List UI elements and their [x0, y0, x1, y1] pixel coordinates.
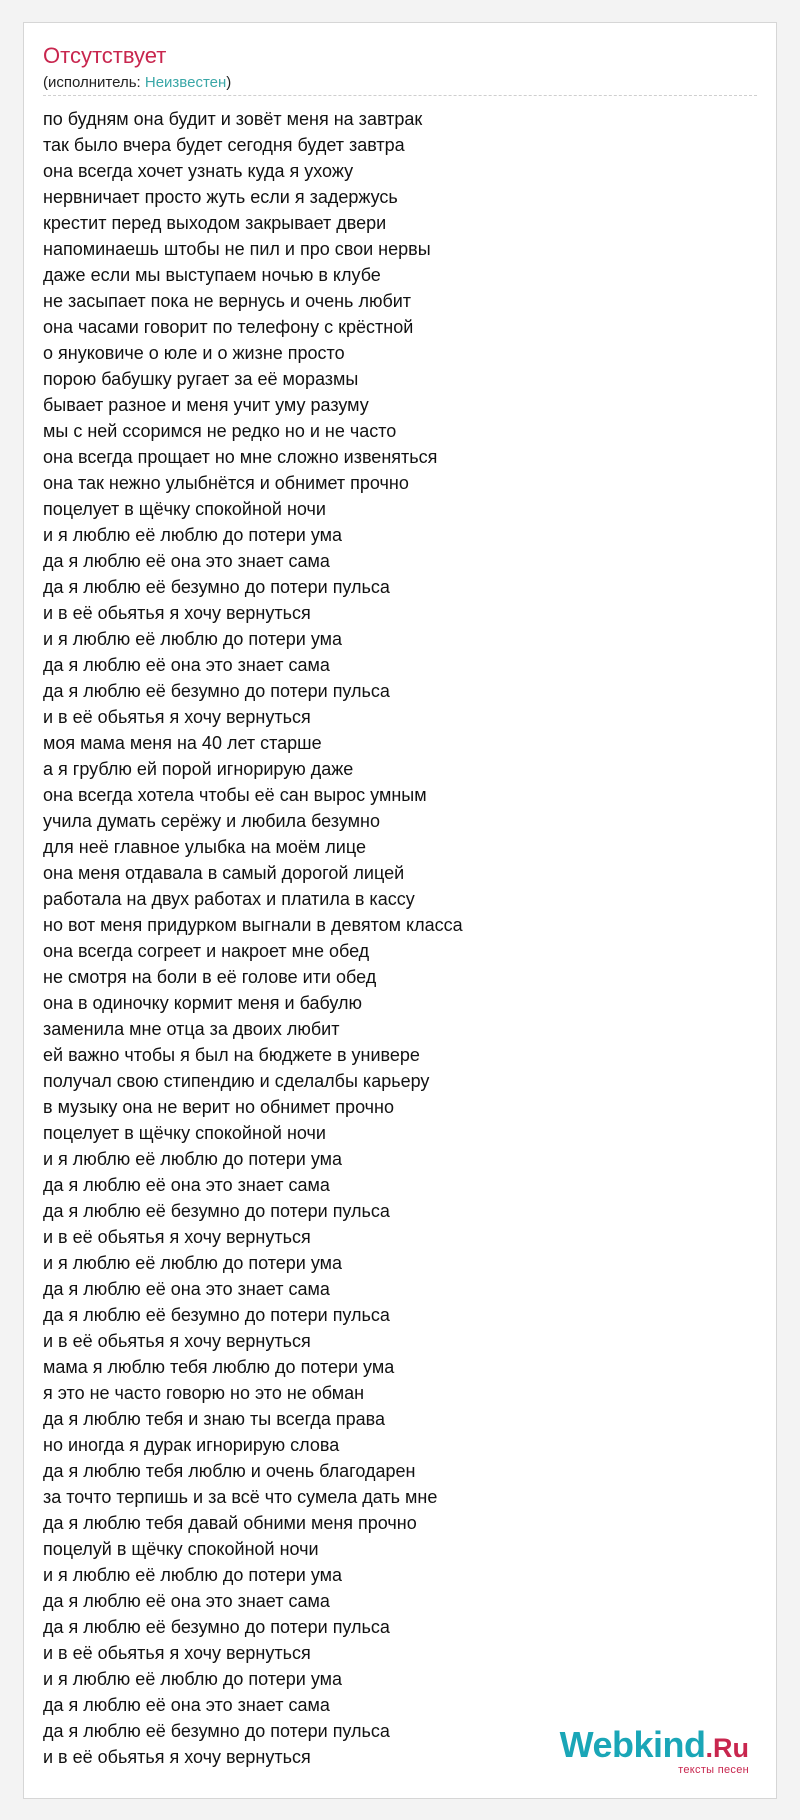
lyric-line: поцелуй в щёчку спокойной ночи [43, 1539, 319, 1559]
lyric-line: и в её обьятья я хочу вернуться [43, 1643, 311, 1663]
lyric-line: не смотря на боли в её голове ити обед [43, 967, 377, 987]
lyric-line: крестит перед выходом закрывает двери [43, 213, 387, 233]
lyric-line: да я люблю её она это знает сама [43, 1175, 330, 1195]
lyric-line: получал свою стипендию и сделалбы карьеру [43, 1071, 430, 1091]
lyric-line: да я люблю её она это знает сама [43, 1279, 330, 1299]
lyric-line: да я люблю её безумно до потери пульса [43, 1201, 390, 1221]
lyric-line: и я люблю её люблю до потери ума [43, 1565, 343, 1585]
lyric-line: и в её обьятья я хочу вернуться [43, 1747, 311, 1767]
lyric-line: о януковиче о юле и о жизне просто [43, 343, 345, 363]
artist-link[interactable]: Неизвестен [144, 74, 227, 91]
title-divider [43, 95, 757, 96]
lyric-line: да я люблю тебя давай обними меня прочно [43, 1513, 417, 1533]
logo-name: Webkind [559, 1724, 706, 1765]
lyric-line: она всегда хотела чтобы её сан вырос умным [43, 785, 427, 805]
lyric-line: мы с ней ссоримся не редко но и не часто [43, 421, 397, 441]
lyric-line: но иногда я дурак игнорирую слова [43, 1435, 340, 1455]
lyric-line: и я люблю её люблю до потери ума [43, 525, 343, 545]
song-title: Отсутствует [43, 43, 167, 68]
lyric-line: она всегда согреет и накроет мне обед [43, 941, 370, 961]
lyrics-text [43, 106, 743, 1770]
lyric-line: ей важно чтобы я был на бюджете в универе [43, 1045, 420, 1065]
lyric-line: порою бабушку ругает за её моразмы [43, 369, 359, 389]
site-logo[interactable] [559, 1724, 749, 1776]
lyric-line: но вот меня придурком выгнали в девятом класса [43, 915, 463, 935]
lyric-line: да я люблю тебя и знаю ты всегда права [43, 1409, 386, 1429]
lyric-line: напоминаешь штобы не пил и про свои нервы [43, 239, 431, 259]
lyric-line: и в её обьятья я хочу вернуться [43, 707, 311, 727]
logo-tld: .Ru [705, 1733, 749, 1763]
lyric-line: за точто терпишь и за всё что сумела дать мне [43, 1487, 438, 1507]
lyric-line: и я люблю её люблю до потери ума [43, 1253, 343, 1273]
lyric-line: не засыпает пока не вернусь и очень любит [43, 291, 412, 311]
lyric-line: да я люблю её безумно до потери пульса [43, 681, 390, 701]
lyric-line: она всегда прощает но мне сложно извеняться [43, 447, 438, 467]
lyric-line: работала на двух работах и платила в кассу [43, 889, 415, 909]
lyric-line: моя мама меня на 40 лет старше [43, 733, 322, 753]
lyric-line: да я люблю её безумно до потери пульса [43, 1617, 390, 1637]
lyric-line: да я люблю её безумно до потери пульса [43, 1721, 390, 1741]
artist-byline [43, 74, 231, 91]
logo-tagline: тексты песен [678, 1764, 749, 1776]
lyric-line: я это не часто говорю но это не обман [43, 1383, 365, 1403]
lyric-line: даже если мы выступаем ночью в клубе [43, 265, 381, 285]
lyric-line: да я люблю её она это знает сама [43, 1695, 330, 1715]
lyric-line: и в её обьятья я хочу вернуться [43, 603, 311, 623]
lyric-line: и я люблю её люблю до потери ума [43, 629, 343, 649]
lyrics-card [23, 22, 777, 1799]
lyric-line: она всегда хочет узнать куда я ухожу [43, 161, 354, 181]
lyric-line: да я люблю тебя люблю и очень благодарен [43, 1461, 416, 1481]
lyric-line: она часами говорит по телефону с крёстной [43, 317, 414, 337]
byline-prefix: (исполнитель: [43, 74, 145, 91]
lyric-line: мама я люблю тебя люблю до потери ума [43, 1357, 395, 1377]
lyric-line: и я люблю её люблю до потери ума [43, 1149, 343, 1169]
lyric-line: да я люблю её она это знает сама [43, 655, 330, 675]
lyric-line: да я люблю её она это знает сама [43, 551, 330, 571]
lyric-line: по будням она будит и зовёт меня на завтрак [43, 109, 423, 129]
lyric-line: бывает разное и меня учит уму разуму [43, 395, 369, 415]
lyric-line: поцелует в щёчку спокойной ночи [43, 499, 326, 519]
lyric-line: и в её обьятья я хочу вернуться [43, 1331, 311, 1351]
lyric-line: она так нежно улыбнётся и обнимет прочно [43, 473, 409, 493]
lyric-line: она меня отдавала в самый дорогой лицей [43, 863, 405, 883]
lyric-line: а я грублю ей порой игнорирую даже [43, 759, 354, 779]
lyric-line: да я люблю её безумно до потери пульса [43, 1305, 390, 1325]
lyric-line: для неё главное улыбка на моём лице [43, 837, 366, 857]
lyric-line: так было вчера будет сегодня будет завтра [43, 135, 405, 155]
lyric-line: поцелует в щёчку спокойной ночи [43, 1123, 326, 1143]
lyric-line: да я люблю её безумно до потери пульса [43, 577, 390, 597]
lyric-line: заменила мне отца за двоих любит [43, 1019, 340, 1039]
byline-suffix: ) [226, 74, 232, 91]
lyric-line: да я люблю её она это знает сама [43, 1591, 330, 1611]
lyric-line: и я люблю её люблю до потери ума [43, 1669, 343, 1689]
lyric-line: и в её обьятья я хочу вернуться [43, 1227, 311, 1247]
lyric-line: нервничает просто жуть если я задержусь [43, 187, 398, 207]
lyric-line: в музыку она не верит но обнимет прочно [43, 1097, 395, 1117]
lyric-line: она в одиночку кормит меня и бабулю [43, 993, 363, 1013]
lyric-line: учила думать серёжу и любила безумно [43, 811, 380, 831]
